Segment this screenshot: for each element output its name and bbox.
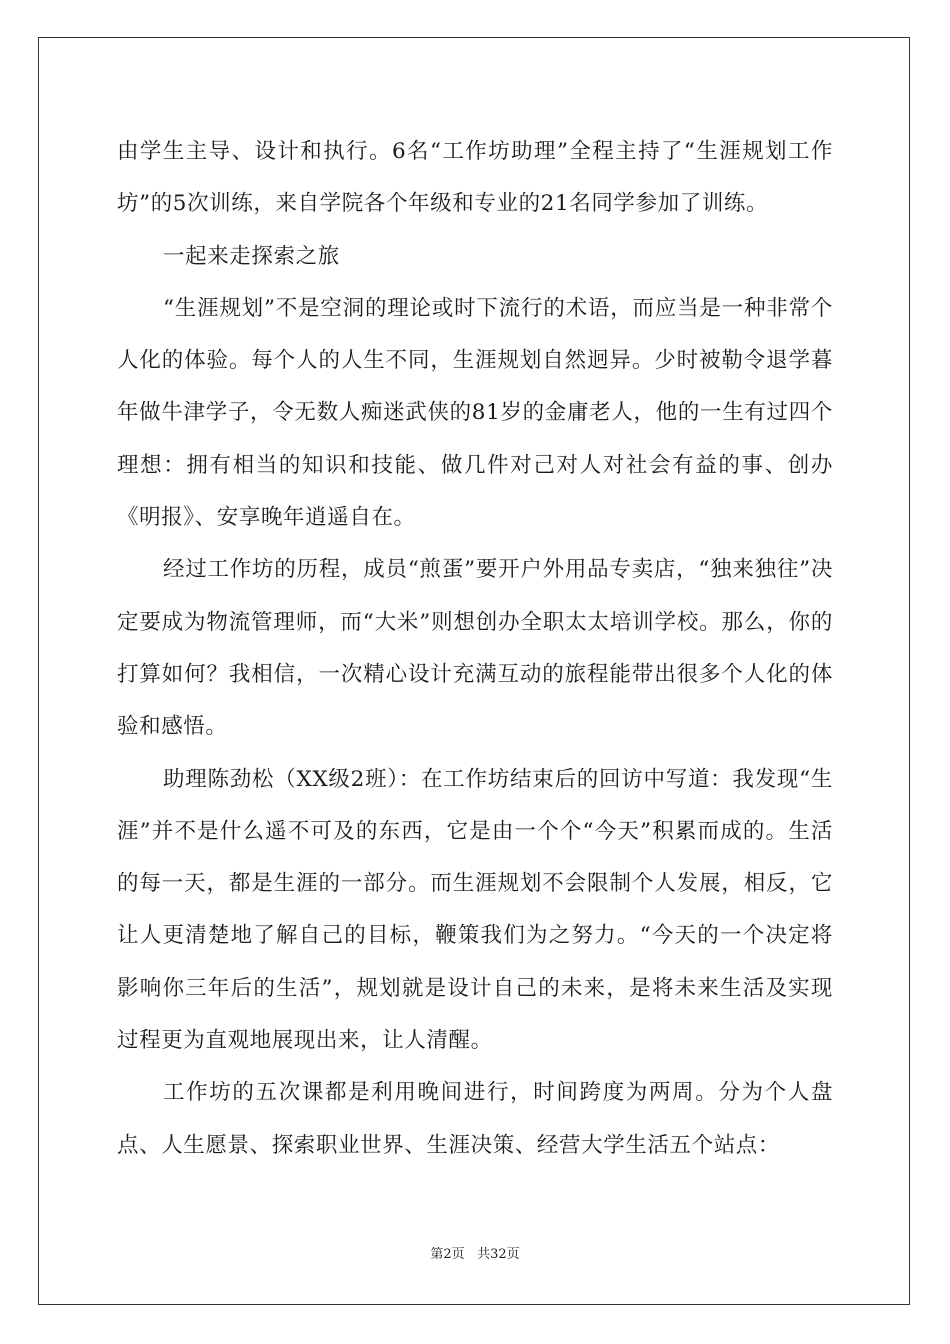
page-number: 第2页	[430, 1247, 465, 1262]
paragraph-2: “生涯规划”不是空洞的理论或时下流行的术语，而应当是一种非常个人化的体验。每个人的人生不同，生涯规划自然迥异。少时被勒令退学暮年做牛津学子，令无数人痴迷武侠的81岁的金庸老人，他的一生有过四个理想：拥有相当的知识和技能、做几件对己对人对社会有益的事、创办《明报》、安享晚年逍遥自在。	[117, 295, 833, 531]
document-body	[117, 126, 833, 1172]
section-heading: 一起来走探索之旅	[163, 243, 340, 269]
page-total: 共32页	[477, 1247, 520, 1262]
paragraph-3: 经过工作坊的历程，成员“煎蛋”要开户外用品专卖店，“独来独往”决定要成为物流管理师，而“大米”则想创办全职太太培训学校。那么，你的打算如何？我相信，一次精心设计充满互动的旅程能带出很多个人化的体验和感悟。	[117, 557, 833, 740]
paragraph-5: 工作坊的五次课都是利用晚间进行，时间跨度为两周。分为个人盘点、人生愿景、探索职业世界、生涯决策、经营大学生活五个站点：	[117, 1080, 833, 1158]
paragraph-1: 由学生主导、设计和执行。6名“工作坊助理”全程主持了“生涯规划工作坊”的5次训练，来自学院各个年级和专业的21名同学参加了训练。	[117, 139, 833, 217]
paragraph-4: 助理陈劲松（XX级2班）：在工作坊结束后的回访中写道：我发现“生涯”并不是什么遥不可及的东西，它是由一个个“今天”积累而成的。生活的每一天，都是生涯的一部分。而生涯规划不会限制个人发展，相反，它让人更清楚地了解自己的目标，鞭策我们为之努力。“今天的一个决定将影响你三年后的生活”，规划就是设计自己的未来，是将未来生活及实现过程更为直观地展现出来，让人清醒。	[117, 766, 833, 1054]
page-footer	[0, 1246, 950, 1264]
